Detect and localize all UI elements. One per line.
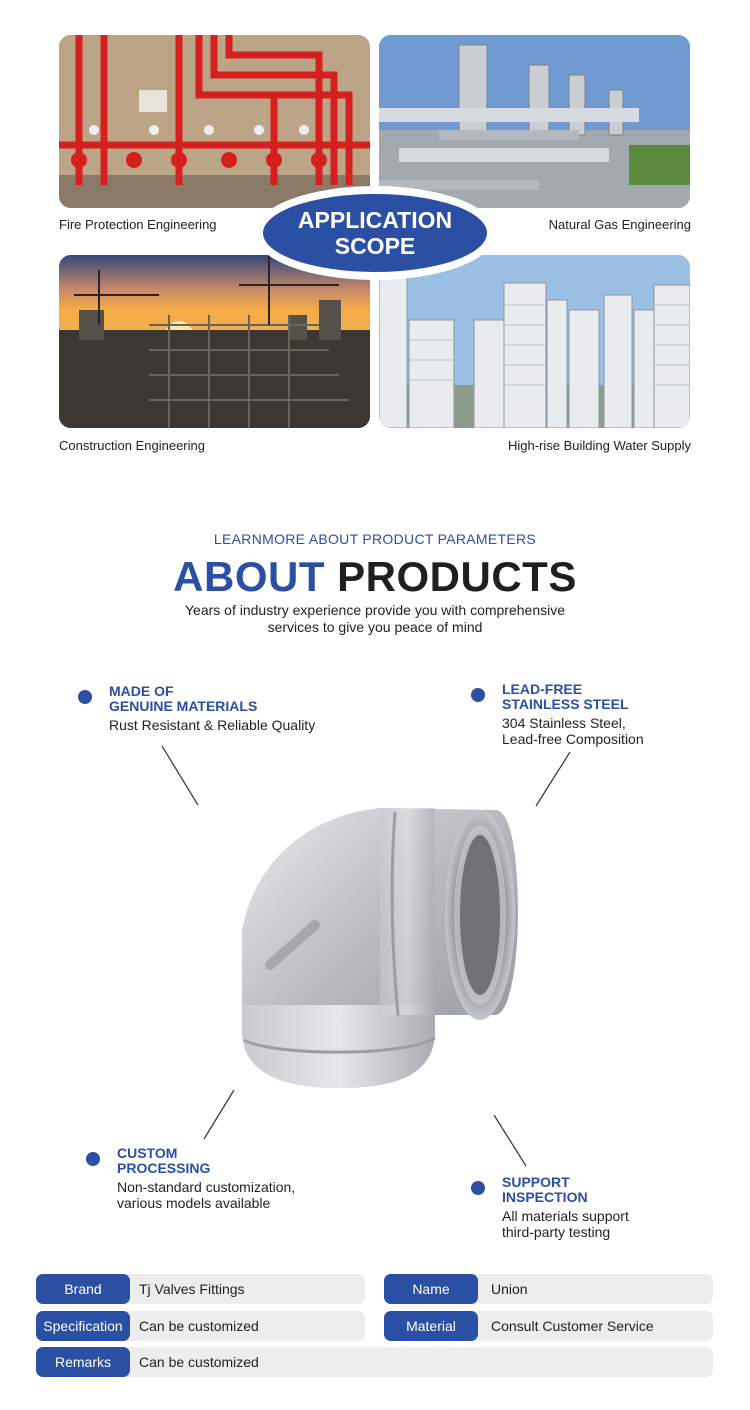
fire-protection-caption: Fire Protection Engineering: [59, 217, 217, 232]
feature-title-line-2: GENUINE MATERIALS: [109, 698, 258, 714]
spec-row-remarks: [36, 1347, 713, 1377]
spec-row-material: [384, 1311, 713, 1341]
feature-title-line-1: CUSTOM: [117, 1145, 178, 1161]
spec-row-specification: [36, 1311, 365, 1341]
feature-title-line-2: INSPECTION: [502, 1189, 588, 1205]
feature-desc: Rust Resistant & Reliable Quality: [109, 717, 316, 733]
construction-caption: Construction Engineering: [59, 438, 205, 453]
intro-line-2: services to give you peace of mind: [267, 619, 483, 635]
spec-value: Can be customized: [139, 1318, 259, 1334]
spec-label: Material: [384, 1311, 478, 1341]
feature-title-line-1: SUPPORT: [502, 1174, 570, 1190]
spec-value: Can be customized: [139, 1354, 259, 1370]
feature-desc-line-2: third-party testing: [502, 1224, 611, 1240]
high-rise-caption: High-rise Building Water Supply: [507, 438, 691, 453]
feature-desc-line-1: All materials support: [502, 1208, 629, 1224]
feature-title-line-2: PROCESSING: [117, 1160, 211, 1176]
spec-value: Tj Valves Fittings: [139, 1281, 245, 1297]
intro-line-1: Years of industry experience provide you with comprehensive: [184, 602, 566, 618]
feature-title-line-2: STAINLESS STEEL: [502, 696, 629, 712]
elbow-fitting-image: [230, 800, 530, 1100]
spec-row-name: [384, 1274, 713, 1304]
feature-desc-line-1: Non-standard customization,: [117, 1179, 296, 1195]
badge-line-1: APPLICATION: [297, 207, 453, 233]
feature-desc-line-1: 304 Stainless Steel,: [502, 715, 626, 731]
spec-value: Union: [491, 1281, 528, 1297]
feature-title-line-1: LEAD-FREE: [502, 681, 583, 697]
spec-label: Specification: [36, 1311, 130, 1341]
feature-desc-line-2: Lead-free Composition: [502, 731, 644, 747]
badge-line-2: SCOPE: [334, 233, 416, 259]
natural-gas-caption: Natural Gas Engineering: [548, 217, 691, 232]
spec-label: Brand: [36, 1274, 130, 1304]
spec-row-brand: [36, 1274, 365, 1304]
spec-label: Name: [384, 1274, 478, 1304]
spec-label: Remarks: [36, 1347, 130, 1377]
title-products: PRODUCTS: [337, 553, 577, 600]
section-subtitle: LEARNMORE ABOUT PRODUCT PARAMETERS: [213, 531, 537, 547]
feature-desc-line-2: various models available: [117, 1195, 271, 1211]
title-about: ABOUT: [173, 553, 325, 600]
spec-value: Consult Customer Service: [491, 1318, 654, 1334]
feature-title-line-1: MADE OF: [109, 683, 174, 699]
